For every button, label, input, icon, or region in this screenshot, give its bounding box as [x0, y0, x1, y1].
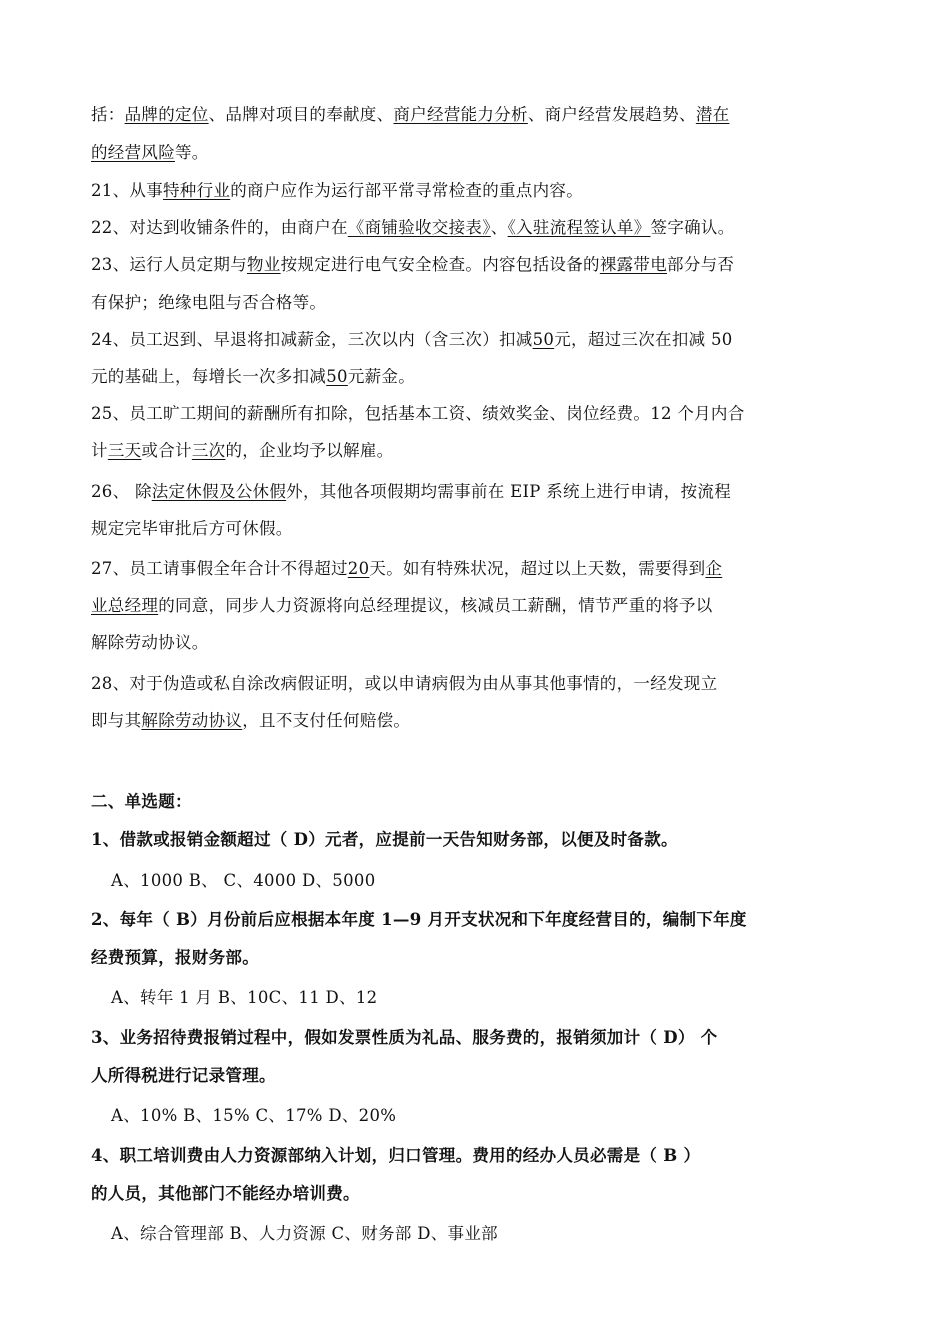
answer-blank: 企 [705, 559, 723, 578]
item-26 [91, 481, 731, 503]
text: ，且不支付任何赔偿。 [242, 711, 411, 730]
text: 有保护；绝缘电阻与否合格等。 [91, 293, 327, 312]
question-1-options: A、1000 B、 C、4000 D、5000 [111, 871, 376, 890]
text: 按规定进行电气安全检查。内容包括设备的 [280, 255, 600, 274]
answer-blank: 商户经营能力分析 [393, 105, 528, 124]
text: 的同意，同步人力资源将向总经理提议，核减员工薪酬，情节严重的将予以 [158, 596, 713, 615]
text: 21、从事 [91, 181, 163, 200]
text: 28、对于伪造或私自涂改病假证明，或以申请病假为由从事其他事情的，一经发现立 [91, 674, 718, 693]
answer-blank: 三天 [107, 441, 142, 460]
answer-blank: 50 [532, 330, 555, 349]
answer-blank: 《入驻流程签认单》 [507, 218, 651, 237]
answer-blank: 的经营风险 [91, 143, 175, 162]
item-28 [91, 673, 717, 695]
text: 的商户应作为运行部平常寻常检查的重点内容。 [230, 181, 584, 200]
answer-blank: 三次 [191, 441, 226, 460]
question-2: 2、每年（ B）月份前后应根据本年度 1—9 月开支状况和下年度经营目的，编制下年度 [91, 910, 747, 929]
question-4-cont: 的人员，其他部门不能经办培训费。 [91, 1184, 360, 1203]
question-3-cont: 人所得税进行记录管理。 [91, 1066, 276, 1085]
text: 天。如有特殊状况，超过以上天数，需要得到 [369, 559, 706, 578]
text: 等。 [175, 143, 209, 162]
answer-blank: 特种行业 [163, 181, 231, 200]
paragraph-line [91, 595, 713, 617]
text: 规定完毕审批后方可休假。 [91, 519, 293, 538]
item-27 [91, 558, 722, 580]
text: 元，超过三次在扣减 50 [554, 330, 733, 349]
text: 签字确认。 [650, 218, 735, 237]
text: 27、员工请事假全年合计不得超过 [91, 559, 348, 578]
text: 解除劳动协议。 [91, 633, 209, 652]
item-24 [91, 329, 733, 351]
paragraph-line [91, 440, 393, 462]
item-25 [91, 403, 745, 425]
paragraph-line [91, 292, 326, 314]
answer-blank: 品牌的定位 [124, 105, 209, 124]
question-2-options: A、转年 1 月 B、10C、11 D、12 [111, 988, 378, 1007]
question-3: 3、业务招待费报销过程中，假如发票性质为礼品、服务费的，报销须加计（ D） 个 [91, 1028, 718, 1047]
text: 24、员工迟到、早退将扣减薪金，三次以内（含三次）扣减 [91, 330, 533, 349]
text: 即与其 [91, 711, 142, 730]
answer-blank: 法定休假及公休假 [151, 482, 287, 501]
paragraph-line [91, 142, 209, 164]
section-heading: 二、单选题： [91, 792, 192, 811]
text: 26、 除 [91, 482, 152, 501]
paragraph-line [91, 632, 209, 654]
answer-blank: 物业 [247, 255, 281, 274]
question-4-options: A、综合管理部 B、人力资源 C、财务部 D、事业部 [111, 1224, 498, 1243]
text: 元的基础上，每增长一次多扣减 [91, 367, 327, 386]
text: 外，其他各项假期均需事前在 EIP 系统上进行申请，按流程 [286, 482, 732, 501]
text: 计 [91, 441, 108, 460]
text: 的，企业均予以解雇。 [225, 441, 394, 460]
text: 或合计 [141, 441, 192, 460]
question-1: 1、借款或报销金额超过（ D）元者，应提前一天告知财务部，以便及时备款。 [91, 830, 678, 849]
item-22 [91, 217, 735, 239]
paragraph-line [91, 710, 410, 732]
text: 23、运行人员定期与 [91, 255, 247, 274]
paragraph-line [91, 104, 729, 126]
text: 25、员工旷工期间的薪酬所有扣除，包括基本工资、绩效奖金、岗位经费。12 个月内合 [91, 404, 745, 423]
paragraph-line [91, 518, 293, 540]
text: 、 [490, 218, 508, 237]
answer-blank: 潜在 [695, 105, 730, 124]
answer-blank: 裸露带电 [599, 255, 668, 274]
question-4: 4、职工培训费由人力资源部纳入计划，归口管理。费用的经办人员必需是（ B ） [91, 1146, 701, 1165]
text: 元薪金。 [347, 367, 416, 386]
answer-blank: 解除劳动协议 [141, 711, 243, 730]
item-23 [91, 254, 734, 276]
answer-blank: 50 [326, 367, 348, 386]
text: 、品牌对项目的奉献度、 [208, 105, 394, 124]
text: 22、对达到收铺条件的，由商户在 [91, 218, 348, 237]
question-3-options: A、10% B、15% C、17% D、20% [111, 1106, 397, 1125]
paragraph-line [91, 366, 415, 388]
text: 括： [91, 105, 125, 124]
text: 部分与否 [667, 255, 735, 274]
answer-blank: 业总经理 [91, 596, 159, 615]
question-2-cont: 经费预算，报财务部。 [91, 948, 259, 967]
text: 、商户经营发展趋势、 [527, 105, 696, 124]
item-21 [91, 180, 583, 202]
answer-blank: 《商铺验收交接表》 [347, 218, 491, 237]
answer-blank: 20 [347, 559, 370, 578]
